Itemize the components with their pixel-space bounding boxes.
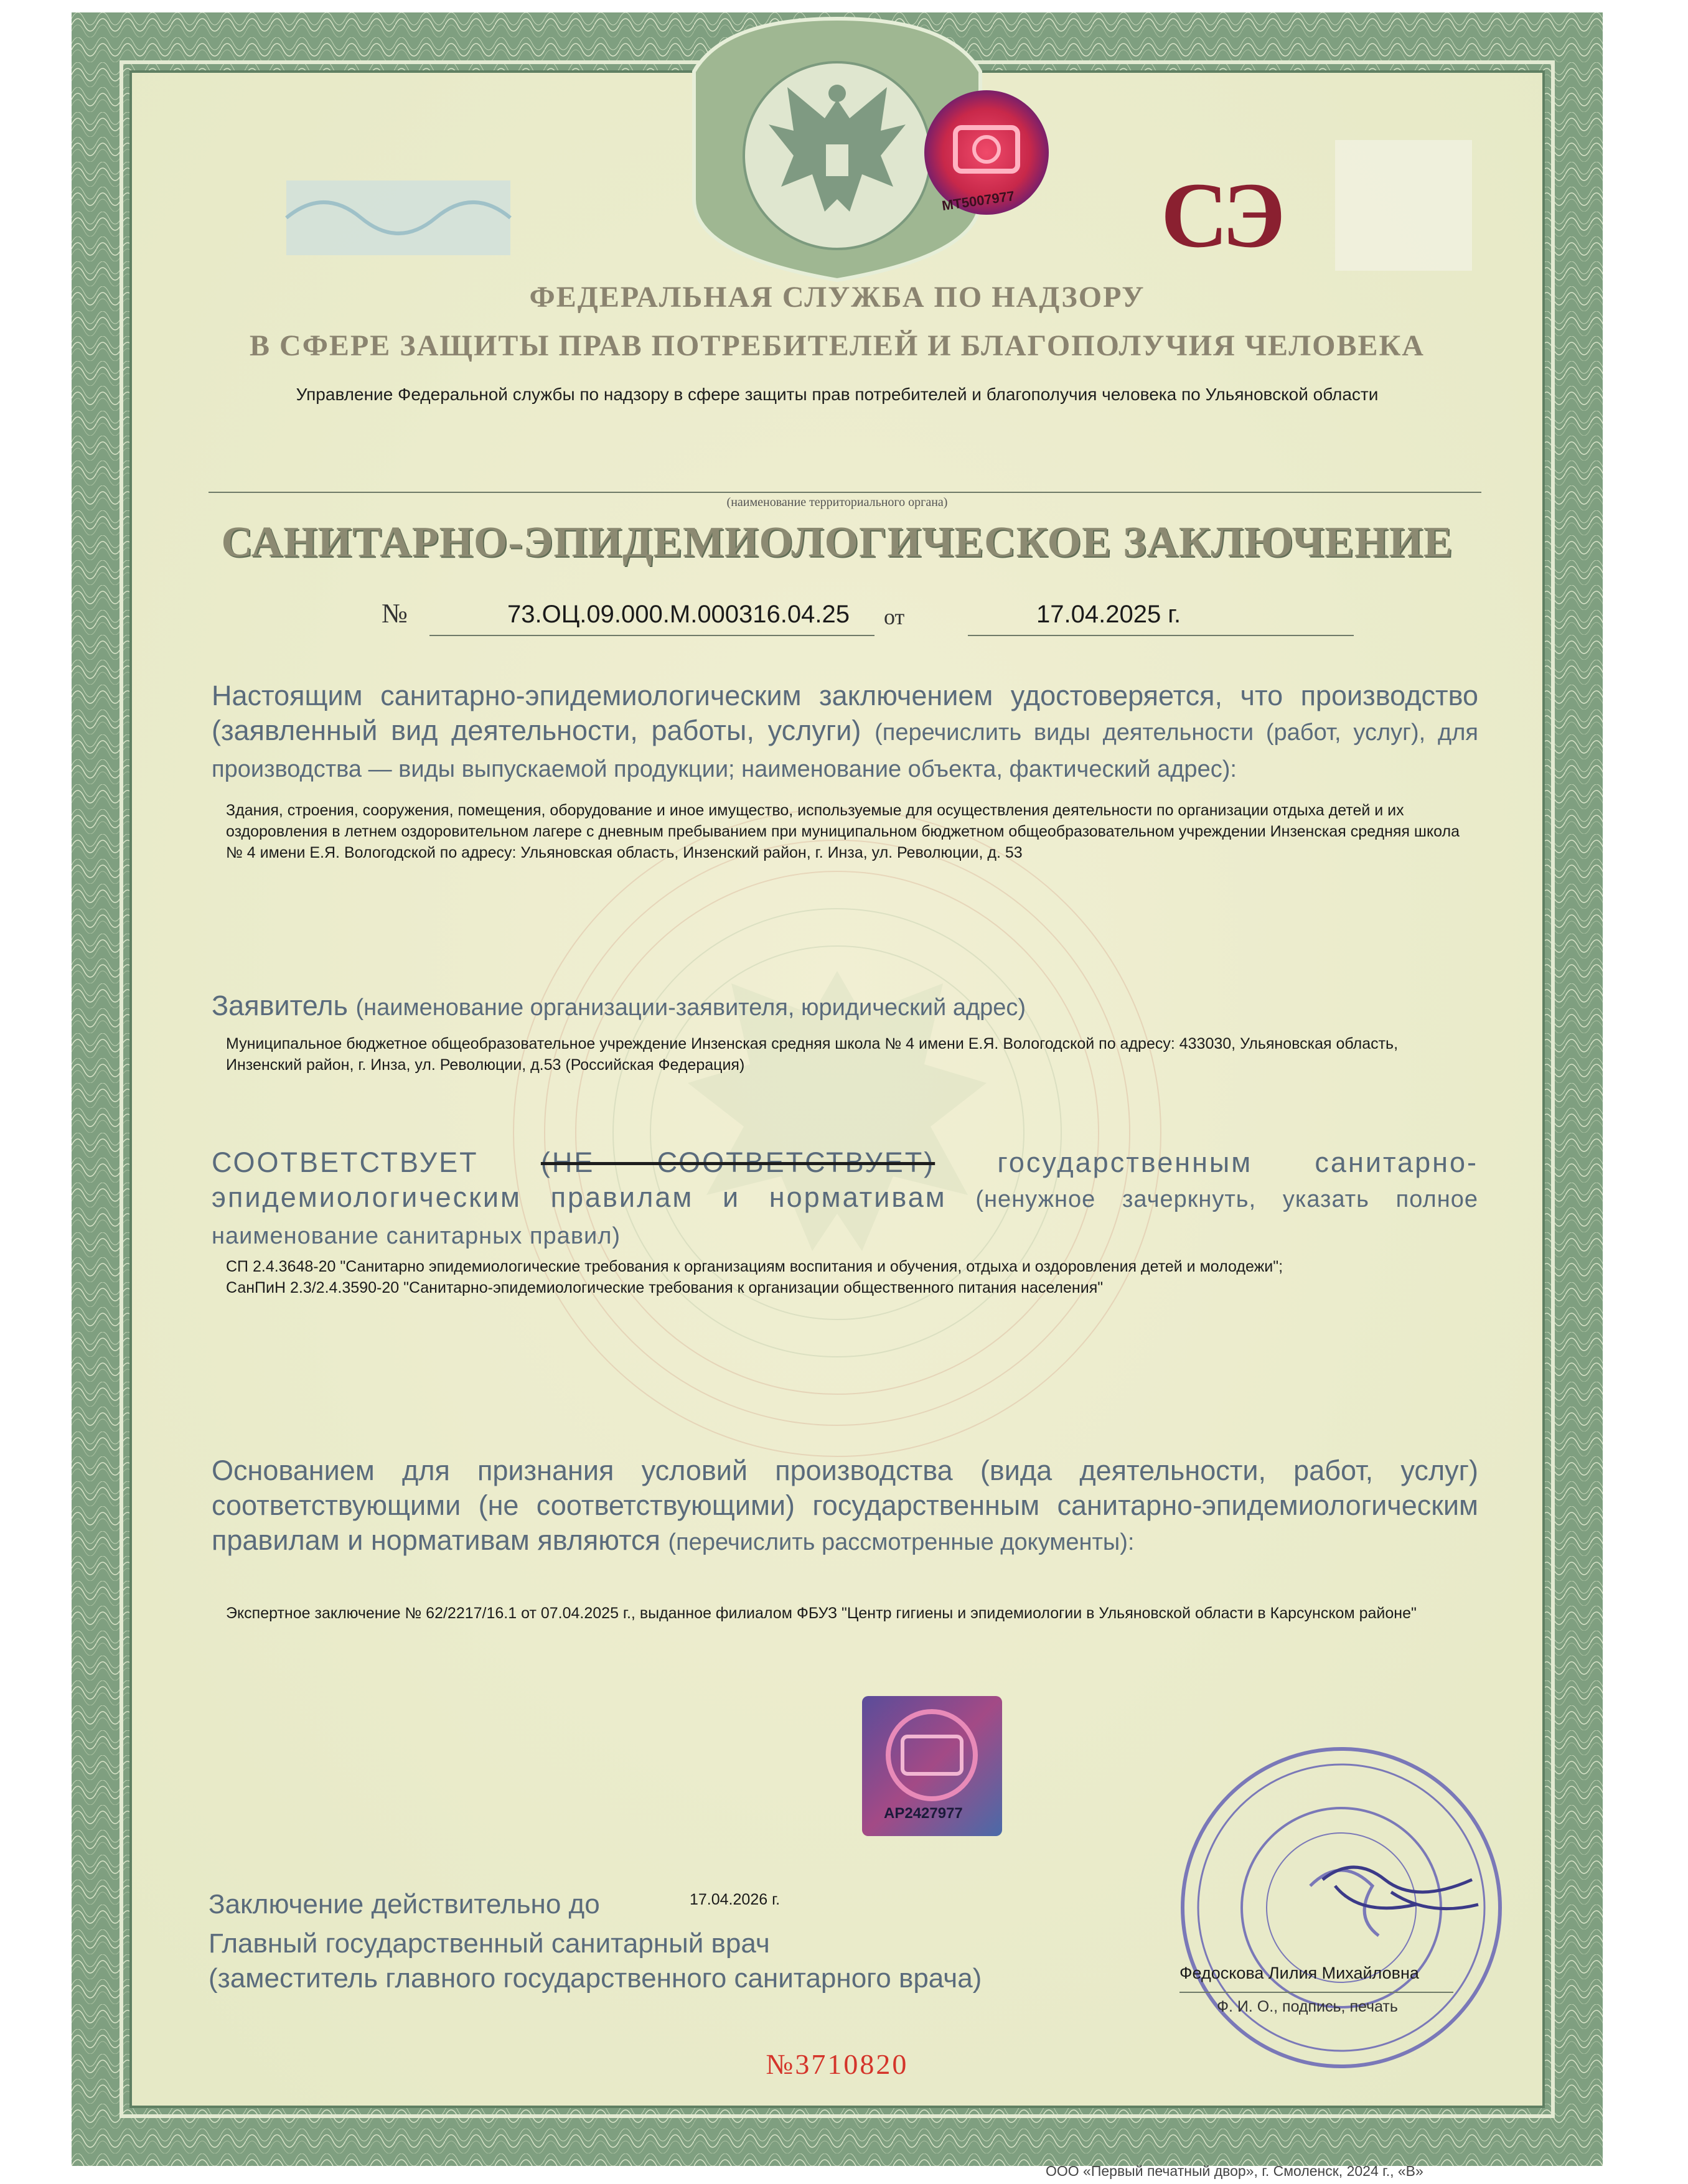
object-heading-main: Настоящим санитарно-эпидемиологическим заключением удостоверяется, что производство (заявленный вид деятельности, работы, услуги) (212, 680, 1478, 746)
object-heading (212, 678, 1478, 787)
territorial-office: Управление Федеральной службы по надзору в сфере защиты прав потребителей и благополучия человека по Ульяновской области (296, 385, 1379, 404)
object-heading-hint: (перечислить виды деятельности (работ, услуг), для производства — виды выпускаемой продукции; наименование объекта, фактический адрес): (212, 719, 1478, 782)
validity-date: 17.04.2026 г. (690, 1891, 781, 1908)
signer-name: Федоскова Лилия Михайловна (1179, 1964, 1419, 1982)
signer-caption: Ф. И. О., подпись, печать (1217, 1998, 1398, 2015)
signature-underline (1179, 1992, 1453, 1993)
basis-documents: Экспертное заключение № 62/2217/16.1 от 07.04.2025 г., выданное филиалом ФБУЗ "Центр гигиены и эпидемиологии в Ульяновской области в Карсунском районе" (226, 1605, 1417, 1622)
agency-title-line2: В СФЕРЕ ЗАЩИТЫ ПРАВ ПОТРЕБИТЕЛЕЙ И БЛАГОПОЛУЧИЯ ЧЕЛОВЕКА (250, 329, 1425, 362)
chief-doctor-title-line2: (заместитель главного государственного санитарного врача) (209, 1963, 982, 1994)
basis-heading (212, 1453, 1478, 1560)
sanitary-rule-1: СП 2.4.3648-20 "Санитарно эпидемиологические требования к организациям воспитания и обучения, отдыха и оздоровления детей и молодежи"; (226, 1258, 1283, 1275)
document-number: 73.ОЦ.09.000.М.000316.04.25 (507, 601, 850, 628)
certificate-sheet (72, 12, 1603, 2166)
basis-heading-main: Основанием для признания условий производства (вида деятельности, работ, услуг) соответствующими (не соответствующими) государственным санитарно-эпидемиологическим правилам и нормативам являются (212, 1455, 1478, 1556)
chief-doctor-title (209, 1926, 982, 1996)
validity-label: Заключение действительно до (209, 1889, 600, 1919)
object-description: Здания, строения, сооружения, помещения, оборудование и иное имущество, используемые для осуществления деятельности по организации отдыха детей и их оздоровления в летнем оздоровительном лагере с дневным пребыванием при муниципальном бюджетном общеобразовательном учреждении Инзенская средняя школа № 4 имени Е.Я. Вологодской по адресу: Ульяновская область, Инзенский район, г. Инза, ул. Революции, д. 53 (226, 802, 1460, 861)
conforms-word: СООТВЕТСТВУЕТ (212, 1146, 479, 1178)
basis-heading-hint: (перечислить рассмотренные документы): (668, 1529, 1135, 1555)
sanitary-rule-2: СанПиН 2.3/2.4.3590-20 "Санитарно-эпидемиологические требования к организации общественного питания населения" (226, 1279, 1104, 1296)
date-underline (968, 635, 1354, 636)
serial-number: №3710820 (766, 2048, 909, 2080)
conformity-heading-hint: (ненужное зачеркнуть, указать полное наименование санитарных правил) (212, 1186, 1478, 1249)
hologram-strip-icon (286, 180, 510, 255)
applicant-heading (212, 988, 1478, 1025)
conformity-mark: СЭ (1161, 164, 1280, 267)
date-label: от (884, 604, 905, 629)
number-underline (429, 635, 874, 636)
conformity-heading-rest: государственным санитарно-эпидемиологическим правилам и нормативам (212, 1146, 1478, 1213)
not-conforms-word: (НЕ СООТВЕТСТВУЕТ) (540, 1146, 935, 1178)
chief-doctor-title-line1: Главный государственный санитарный врач (209, 1928, 770, 1959)
printer-imprint: ООО «Первый печатный двор», г. Смоленск, 2024 г., «В» (1046, 2163, 1423, 2179)
office-underline (209, 492, 1481, 493)
hologram-top-code: МТ5007977 (940, 187, 1016, 214)
document-title: САНИТАРНО-ЭПИДЕМИОЛОГИЧЕСКОЕ ЗАКЛЮЧЕНИЕ (221, 518, 1453, 566)
document-date: 17.04.2025 г. (1036, 601, 1181, 628)
hologram-bottom-code: АР2427977 (884, 1805, 963, 1822)
office-caption: (наименование территориального органа) (726, 495, 948, 509)
number-label: № (382, 598, 408, 629)
applicant-description: Муниципальное бюджетное общеобразовательное учреждение Инзенская средняя школа № 4 имени Е.Я. Вологодской по адресу: 433030, Ульяновская область, Инзенский район, г. Инза, ул. Революции, д.53 (Российская Федерация) (226, 1035, 1399, 1074)
conformity-heading (212, 1145, 1478, 1254)
applicant-heading-main: Заявитель (212, 990, 348, 1021)
applicant-heading-hint: (наименование организации-заявителя, юридический адрес) (355, 995, 1026, 1021)
agency-title-line1: ФЕДЕРАЛЬНАЯ СЛУЖБА ПО НАДЗОРУ (529, 281, 1145, 314)
